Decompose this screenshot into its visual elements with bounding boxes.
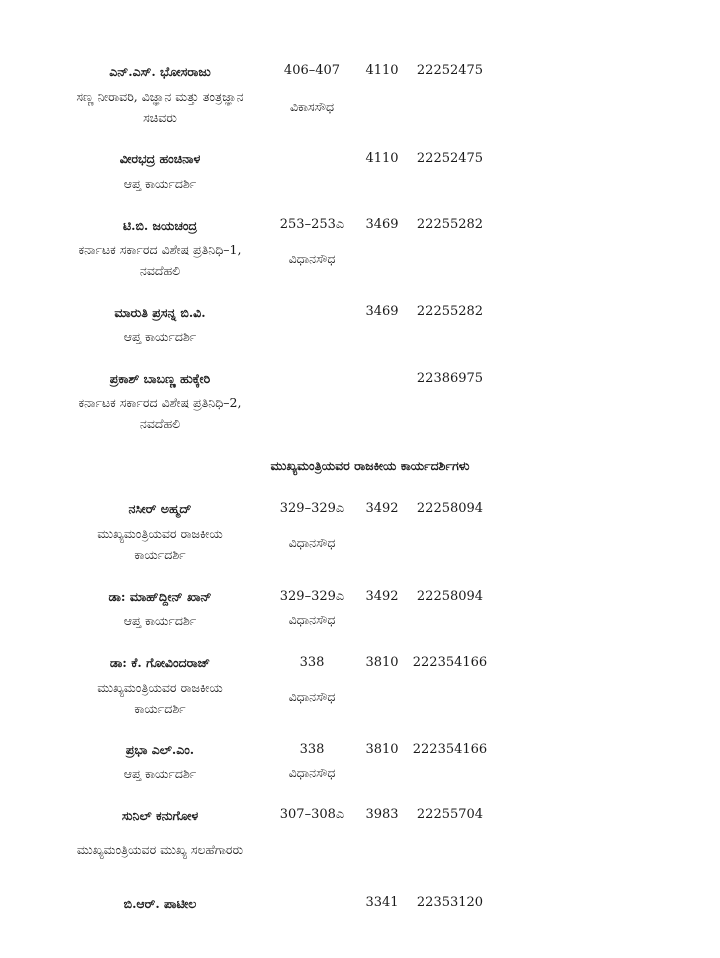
- designation-line: ಆಪ್ತ ಕಾರ್ಯದರ್ಶಿ: [123, 766, 197, 781]
- room-number: 307–308ಎ: [279, 807, 345, 822]
- designation-line: ಮುಖ್ಯಮಂತ್ರಿಯವರ ರಾಜಕೀಯ: [97, 526, 223, 541]
- entry-designation: [40, 677, 280, 719]
- room-number: 329–329ಎ: [279, 501, 345, 516]
- section-heading: ಮುಖ್ಯಮಂತ್ರಿಯವರ ರಾಜಕೀಯ ಕಾರ್ಯದರ್ಶಿಗಳು: [270, 458, 470, 473]
- designation-line: ಆಪ್ತ ಕಾರ್ಯದರ್ಶಿ: [123, 329, 197, 344]
- extension-number: 3469: [365, 217, 399, 232]
- entry-designation: [40, 326, 280, 347]
- entry-designation: [40, 763, 280, 784]
- phone-number: 22258094: [416, 501, 484, 516]
- extension-number: 3983: [365, 807, 399, 822]
- building-name: ವಿಧಾನಸೌಧ: [288, 535, 336, 550]
- room-number: 338: [299, 742, 325, 757]
- building-name: ವಿಧಾನಸೌಧ: [288, 765, 336, 780]
- entry-name: ಟಿ.ಬಿ. ಜಯಚಂದ್ರ: [122, 218, 198, 233]
- extension-number: 4110: [365, 151, 399, 166]
- entry-designation: [40, 392, 280, 434]
- designation-line: ಸಚಿವರು: [143, 110, 177, 125]
- entry-name: ಡಾ: ಕೆ. ಗೋವಿಂದರಾಜ್: [109, 655, 211, 670]
- room-number: 406–407: [283, 63, 341, 78]
- designation-line: ನವದೆಹಲಿ: [139, 416, 181, 431]
- entry-name: ವೀರಭದ್ರ ಹಂಚಿನಾಳ: [119, 151, 201, 166]
- entry-designation: [40, 610, 280, 631]
- designation-line: ನವದೆಹಲಿ: [139, 263, 181, 278]
- entry-name: ಡಾ: ಮಾಹ್‌ದ್ದೀನ್ ಖಾನ್: [108, 589, 212, 604]
- designation-line: ಕರ್ನಾಟಕ ಸರ್ಕಾರದ ವಿಶೇಷ ಪ್ರತಿನಿಧಿ–1,: [78, 242, 242, 257]
- phone-number: 22252475: [416, 151, 484, 166]
- phone-number: 22252475: [416, 63, 484, 78]
- designation-line: ಆಪ್ತ ಕಾರ್ಯದರ್ಶಿ: [123, 176, 197, 191]
- entry-name: ಎನ್.ಎಸ್. ಭೋಸರಾಜು: [109, 64, 211, 79]
- designation-line: ಮುಖ್ಯಮಂತ್ರಿಯವರ ರಾಜಕೀಯ: [97, 680, 223, 695]
- building-name: ವಿಧಾನಸೌಧ: [288, 612, 336, 627]
- entry-name: ಪ್ರಕಾಶ್ ಬಾಬಣ್ಣ ಹುಕ್ಕೇರಿ: [109, 371, 211, 386]
- room-number: 253–253ಎ: [279, 217, 345, 232]
- phone-number: 222354166: [412, 655, 488, 670]
- entry-name: ಸುನಿಲ್ ಕನುಗೋಳ: [121, 808, 199, 823]
- room-number: 329–329ಎ: [279, 589, 345, 604]
- entry-name: ನಸೀರ್ ಅಹ್ಮದ್: [128, 501, 192, 516]
- entry-designation: [40, 523, 280, 565]
- phone-number: 22255282: [416, 304, 484, 319]
- extension-number: 3469: [365, 304, 399, 319]
- entry-designation: [40, 86, 280, 128]
- entry-name: ಮಾರುತಿ ಪ್ರಸನ್ನ ಬಿ.ವಿ.: [114, 305, 206, 320]
- entry-name: ಪ್ರಭಾ ಎಲ್.ಎಂ.: [125, 742, 195, 757]
- designation-line: ಮುಖ್ಯಮಂತ್ರಿಯವರ ಮುಖ್ಯ ಸಲಹೆಗಾರರು: [76, 842, 244, 857]
- designation-line: ಕರ್ನಾಟಕ ಸರ್ಕಾರದ ವಿಶೇಷ ಪ್ರತಿನಿಧಿ–2,: [78, 395, 242, 410]
- phone-number: 22353120: [416, 895, 484, 910]
- phone-number: 222354166: [412, 742, 488, 757]
- room-number: 338: [299, 655, 325, 670]
- extension-number: 3810: [365, 742, 399, 757]
- building-name: ವಿಧಾನಸೌಧ: [288, 251, 336, 266]
- extension-number: 4110: [365, 63, 399, 78]
- extension-number: 3492: [365, 501, 399, 516]
- designation-line: ಕಾರ್ಯದರ್ಶಿ: [134, 701, 186, 716]
- designation-line: ಸಣ್ಣ ನೀರಾವರಿ, ವಿಜ್ಞಾನ ಮತ್ತು ತಂತ್ರಜ್ಞಾನ: [76, 89, 244, 104]
- entry-designation: [40, 239, 280, 281]
- phone-number: 22386975: [416, 371, 484, 386]
- phone-number: 22255282: [416, 217, 484, 232]
- entry-designation: [40, 839, 280, 860]
- extension-number: 3341: [365, 895, 399, 910]
- building-name: ವಿಕಾಸಸೌಧ: [289, 99, 335, 114]
- phone-number: 22258094: [416, 589, 484, 604]
- designation-line: ಆಪ್ತ ಕಾರ್ಯದರ್ಶಿ: [123, 613, 197, 628]
- extension-number: 3810: [365, 655, 399, 670]
- entry-designation: [40, 173, 280, 194]
- extension-number: 3492: [365, 589, 399, 604]
- designation-line: ಕಾರ್ಯದರ್ಶಿ: [134, 547, 186, 562]
- building-name: ವಿಧಾನಸೌಧ: [288, 689, 336, 704]
- entry-name: ಬಿ.ಆರ್. ಪಾಟೀಲ: [123, 896, 197, 911]
- phone-number: 22255704: [416, 807, 484, 822]
